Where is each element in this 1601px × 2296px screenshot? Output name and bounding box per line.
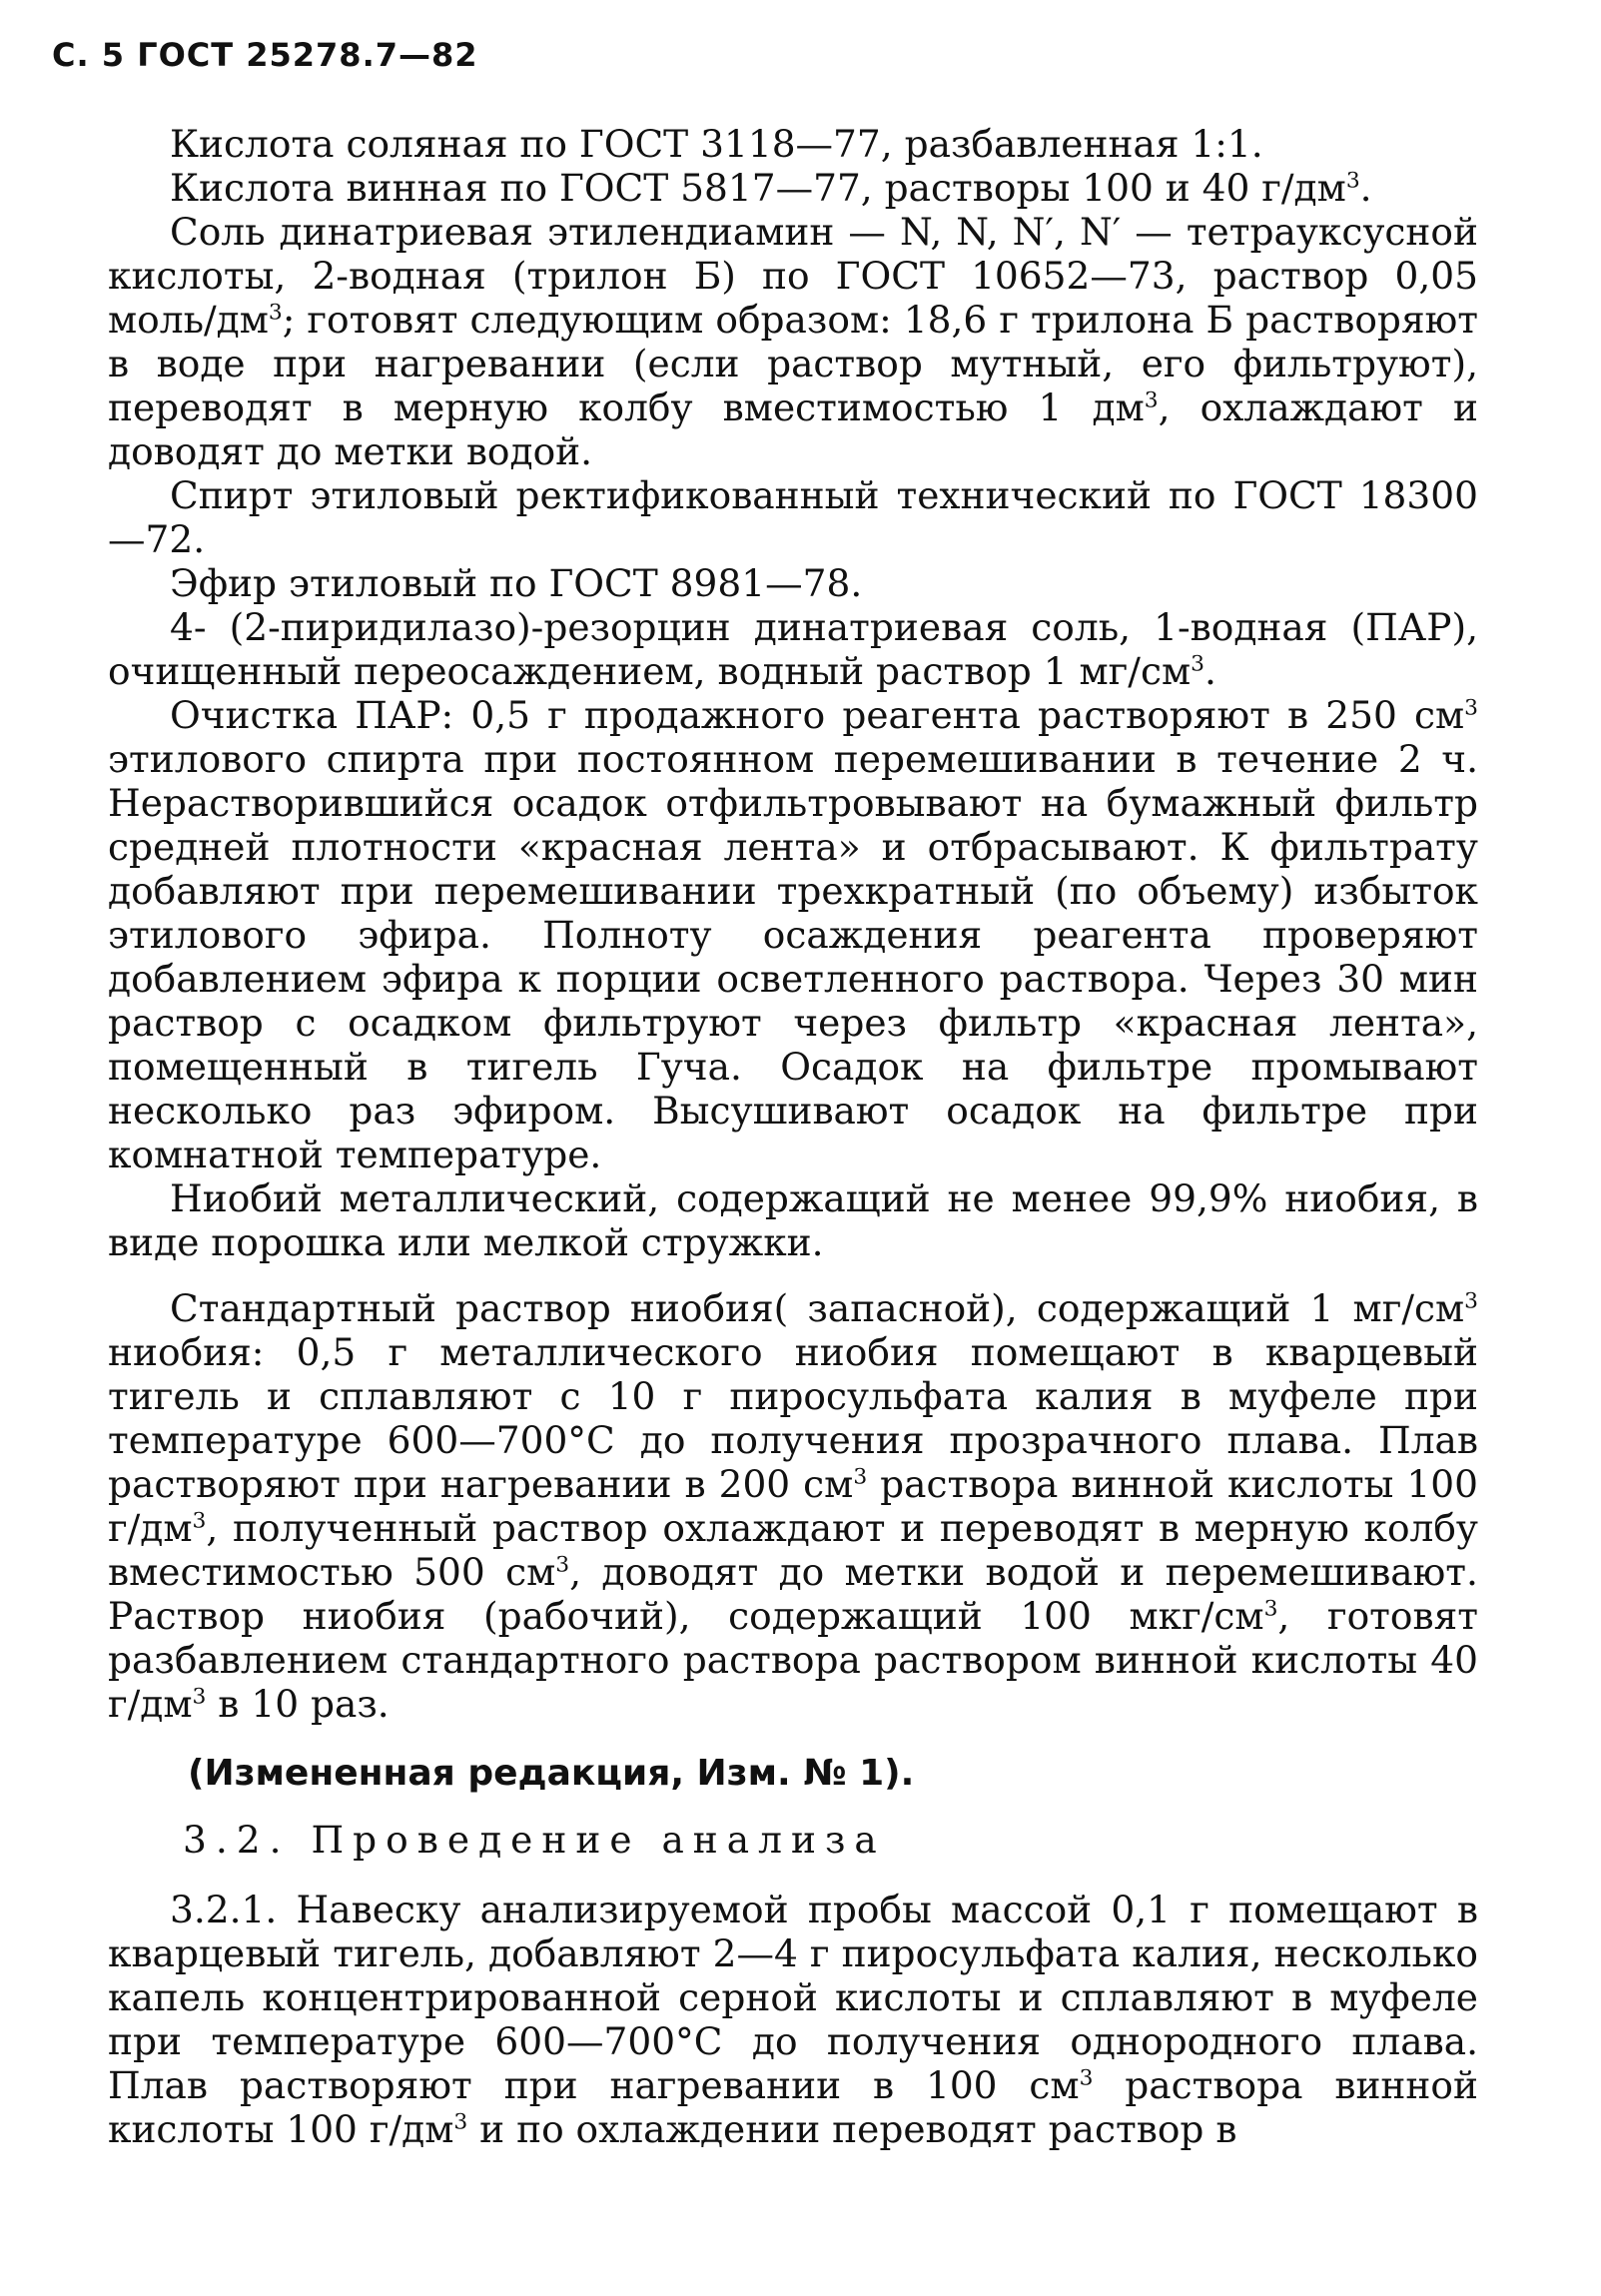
paragraph-ethyl-ether: Эфир этиловый по ГОСТ 8981—78. [170, 561, 863, 605]
paragraph-niobium-standard-solution: Стандартный раствор ниобия( запасной), содержащий 1 $мг/см^3$ ниобия: 0,5 г металлического ниобия помещают в кварцевый тигель и сплавляют с 10 г пиросульфата калия в муфеле при температуре 600—700°С до получения прозрачного плава. Плав растворяют при нагревании в 200 $см^3$ раствора винной кислоты 100 $г/дм^3$, полученный раствор охлаждают и переводят в мерную колбу вместимостью 500 $см^3$, доводят до метки водой и перемешивают. Раствор ниобия (рабочий), содержащий 100 мкг/$см^3$, готовят разбавлением стандартного раствора раствором винной кислоты 40 $г/дм^3$ в 10 раз. [108, 1286, 1478, 1726]
paragraph-analysis-step: 3.2.1. Навеску анализируемой пробы массой 0,1 г помещают в кварцевый тигель, добавляют 2—4 г пиросульфата калия, несколько капель концентрированной серной кислоты и сплавляют в муфеле при температуре 600—700°С до получения однородного плава. Плав растворяют при нагревании в 100 $см^3$ раствора винной кислоты 100 $г/дм^3$ и по охлаждении переводят раствор в [108, 1888, 1478, 2151]
paragraph-tartaric-acid: Кислота винная по ГОСТ 5817—77, растворы 100 и 40 $г/дм^3$. [170, 166, 1372, 210]
amendment-note: (Измененная редакция, Изм. № 1). [188, 1753, 915, 1794]
document-body [108, 122, 1478, 2151]
paragraph-ethyl-alcohol: Спирт этиловый ректификованный технический по ГОСТ 18300—72. [108, 473, 1478, 561]
running-header: С. 5 ГОСТ 25278.7—82 [52, 36, 478, 74]
paragraph-par-reagent: 4- (2-пиридилазо)-резорцин динатриевая соль, 1-водная (ПАР), очищенный переосаждением, водный раствор 1 $мг/см^3$. [108, 605, 1478, 693]
paragraph-par-purification: Очистка ПАР: 0,5 г продажного реагента растворяют в 250 $см^3$ этилового спирта при постоянном перемешивании в течение 2 ч. Нерастворившийся осадок отфильтровывают на бумажный фильтр средней плотности «красная лента» и отбрасывают. К фильтрату добавляют при перемешивании трехкратный (по объему) избыток этилового эфира. Полноту осаждения реагента проверяют добавлением эфира к порции осветленного раствора. Через 30 мин раствор с осадком фильтруют через фильтр «красная лента», помещенный в тигель Гуча. Осадок на фильтре промывают несколько раз эфиром. Высушивают осадок на фильтре при комнатной температуре. [108, 693, 1478, 1176]
section-heading: 3.2. Проведение анализа [183, 1818, 886, 1862]
paragraph-trilon-b: Соль динатриевая этилендиамин — N, N, N′, N′ — тетрауксусной кислоты, 2-водная (трилон Б) по ГОСТ 10652—73, раствор 0,05 моль/$дм^3$; готовят следующим образом: 18,6 г трилона Б растворяют в воде при нагревании (если раствор мутный, его фильтруют), переводят в мерную колбу вместимостью 1 $дм^3$, охлаждают и доводят до метки водой. [108, 210, 1479, 473]
paragraph-niobium-metal: Ниобий металлический, содержащий не менее 99,9% ниобия, в виде порошка или мелкой стружки. [108, 1176, 1478, 1264]
paragraph-hydrochloric-acid: Кислота соляная по ГОСТ 3118—77, разбавленная 1:1. [170, 122, 1263, 166]
